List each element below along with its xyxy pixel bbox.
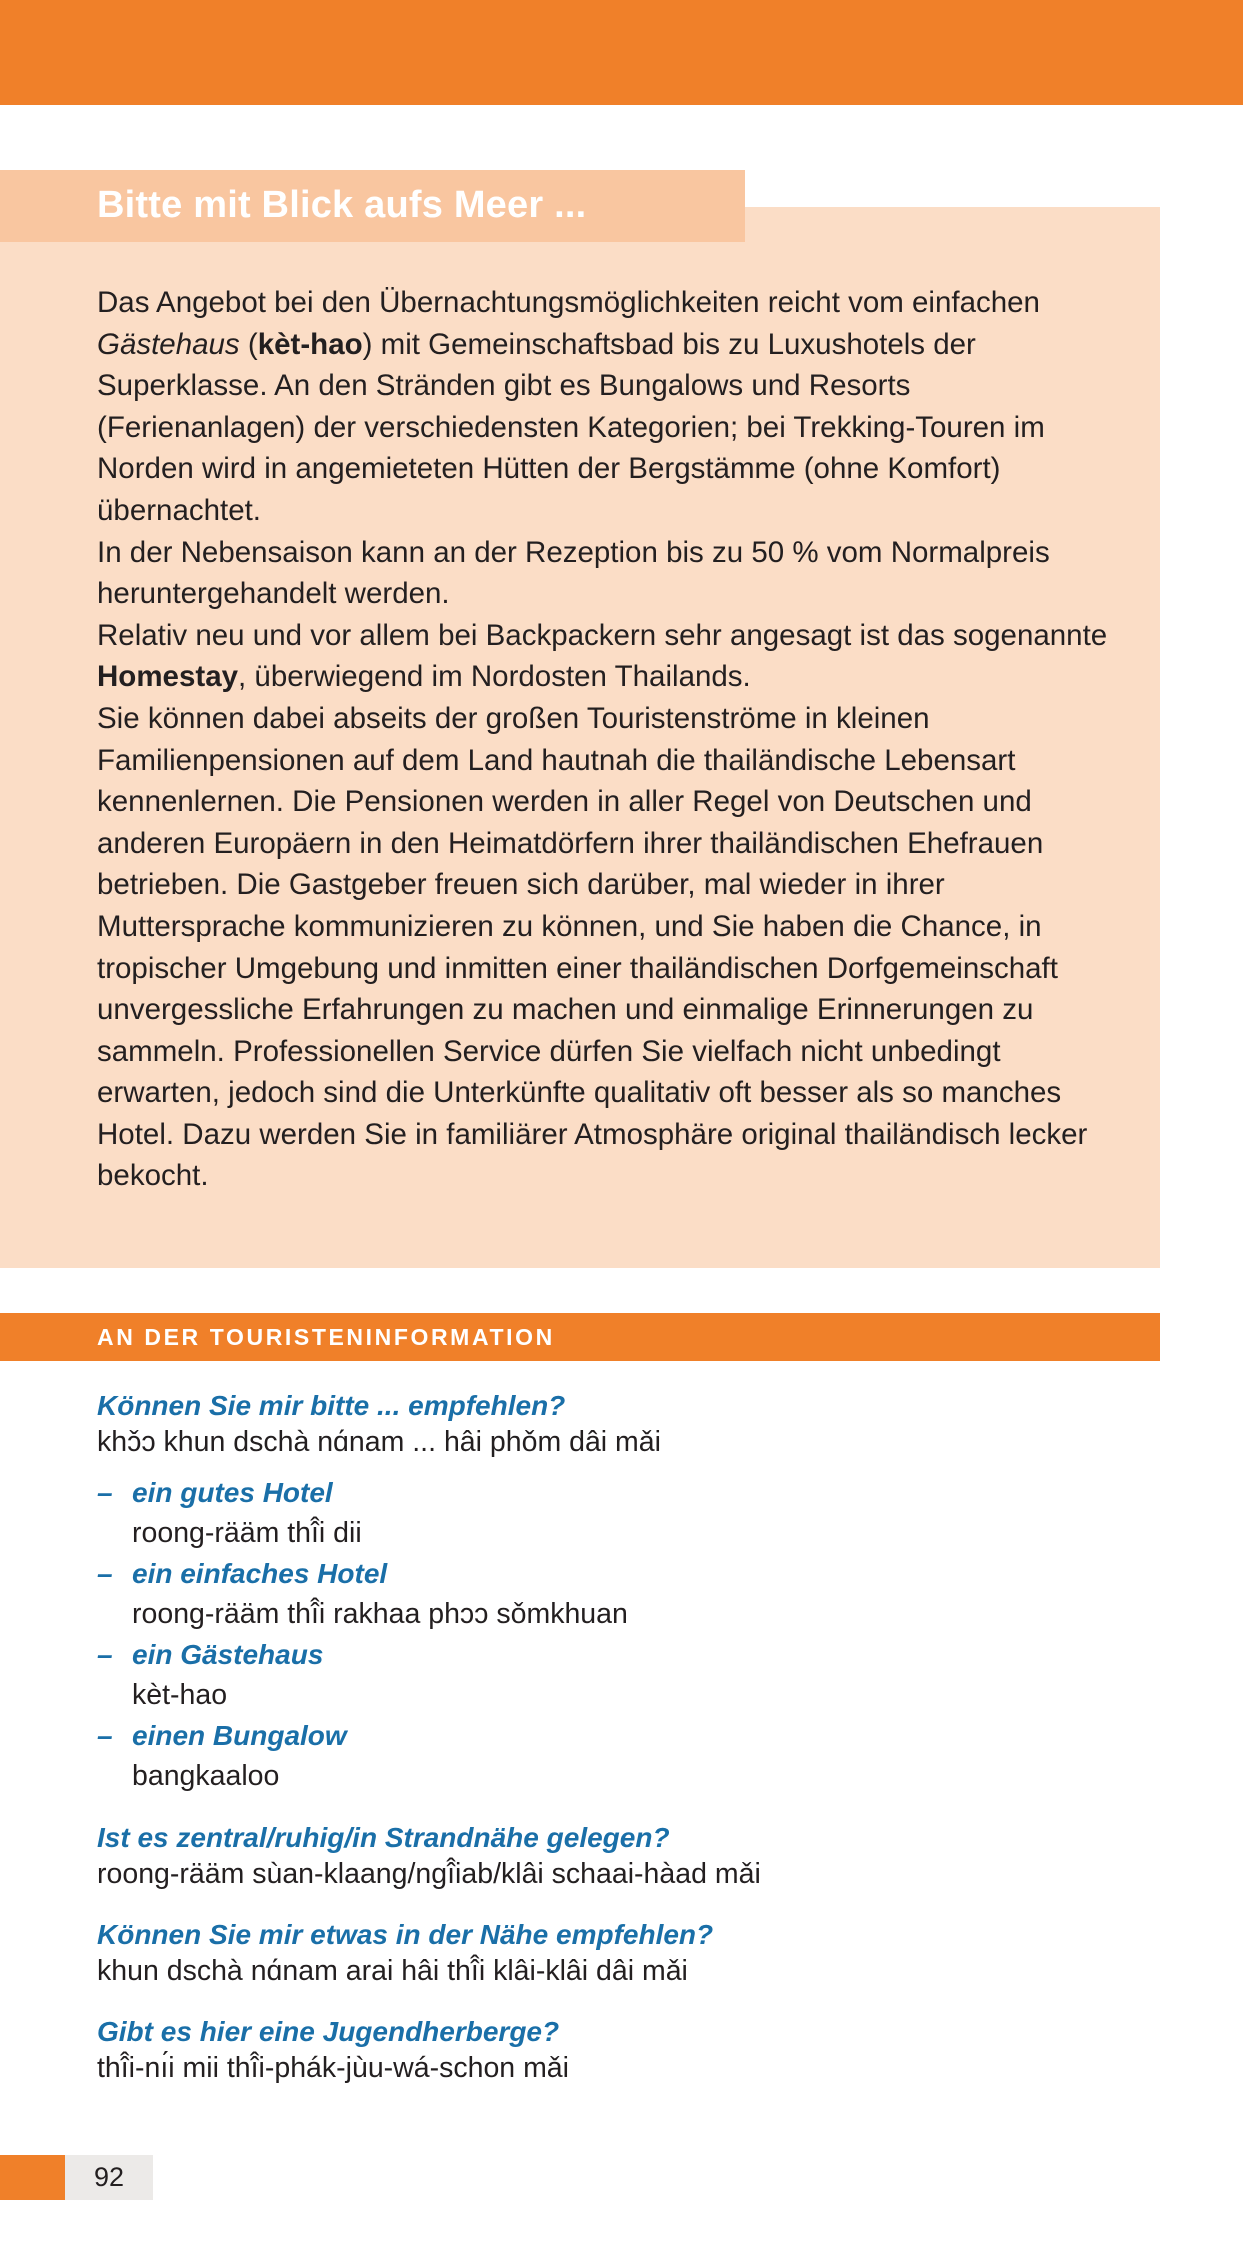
info-box-title: Bitte mit Blick aufs Meer ... xyxy=(97,184,587,226)
phrase-sublist-item xyxy=(97,1554,1157,1634)
sublist-german-label: ein gutes Hotel xyxy=(132,1477,333,1508)
phrase-thai-transliteration: khɔ̌ɔ khun dschà nɑ́nam ... hâi phǒm dâi mǎi xyxy=(97,1426,661,1458)
phrase-entry xyxy=(97,1917,1157,1990)
phrase-sublist-item xyxy=(97,1473,1157,1553)
phrase-sublist-item xyxy=(97,1716,1157,1796)
sublist-german-label: ein einfaches Hotel xyxy=(132,1558,388,1589)
info-paragraph: Das Angebot bei den Übernachtungsmöglichkeiten reicht vom einfachen Gästehaus (kèt-hao) mit Gemeinschaftsbad bis zu Luxushotels der Superklasse. An den Stränden gibt es Bungalows und Resorts (Ferienanlagen) der verschiedensten Kategorien; bei Trekking-Touren im Norden wird in angemieteten Hütten der Bergstämme (ohne Komfort) übernachtet. xyxy=(97,286,1045,527)
sublist-german-row xyxy=(97,1716,1157,1756)
phrase-thai-transliteration: thî̂i-nı́i mii thî̂i-phák-jùu-wá-schon mǎi xyxy=(97,2052,569,2084)
sublist-german-label: ein Gästehaus xyxy=(132,1639,324,1670)
top-orange-band xyxy=(0,0,1243,105)
section-header-label: AN DER TOURISTENINFORMATION xyxy=(97,1324,555,1350)
sublist-german-row xyxy=(97,1473,1157,1513)
sublist-thai-transliteration: bangkaaloo xyxy=(132,1760,280,1792)
info-paragraph: Relativ neu und vor allem bei Backpackern sehr angesagt ist das sogenannte Homestay, überwiegend im Nordosten Thailands. xyxy=(97,618,1108,694)
phrase-german: Ist es zentral/ruhig/in Strandnähe gelegen? xyxy=(97,1822,670,1853)
phrase-list xyxy=(97,1388,1157,2111)
phrase-thai-transliteration: khun dschà nɑ́nam arai hâi thî̂i klâi-klâi dâi mǎi xyxy=(97,1955,688,1987)
phrase-german: Können Sie mir etwas in der Nähe empfehlen? xyxy=(97,1919,714,1950)
sublist-german-row xyxy=(97,1635,1157,1675)
dash-bullet-icon: – xyxy=(97,1720,113,1751)
info-box-body xyxy=(97,282,1117,1197)
phrase-entry xyxy=(97,1388,1157,1796)
info-paragraph: Sie können dabei abseits der großen Touristenströme in kleinen Familienpensionen auf dem Land hautnah die thailändische Lebensart kennenlernen. Die Pensionen werden in aller Regel von Deutschen und anderen Europäern in den Heimatdörfern ihrer thailändischen Ehefrauen betrieben. Die Gastgeber freuen sich darüber, mal wieder in ihrer Muttersprache kommunizieren zu können, und Sie haben die Chance, in tropischer Umgebung und inmitten einer thailändischen Dorfgemeinschaft unvergessliche Erfahrungen zu machen und einmalige Erinnerungen zu sammeln. Professionellen Service dürfen Sie vielfach nicht unbedingt erwarten, jedoch sind die Unterkünfte qualitativ oft besser als so manches Hotel. Dazu werden Sie in familiärer Atmosphäre original thailändisch lecker bekocht. xyxy=(97,701,1088,1193)
sublist-thai-transliteration: roong-rääm thî̂i rakhaa phɔɔ sǒmkhuan xyxy=(132,1598,628,1630)
phrase-german: Gibt es hier eine Jugendherberge? xyxy=(97,2016,560,2047)
dash-bullet-icon: – xyxy=(97,1639,113,1670)
phrase-thai-transliteration: roong-rääm sùan-klaang/ngî̂iab/klâi schaai-hàad mǎi xyxy=(97,1858,761,1890)
phrase-sublist xyxy=(97,1473,1157,1796)
phrase-entry xyxy=(97,1820,1157,1893)
dash-bullet-icon: – xyxy=(97,1477,113,1508)
footer-page-block xyxy=(65,2155,153,2200)
sublist-thai-transliteration: roong-rääm thî̂i dii xyxy=(132,1517,362,1549)
dash-bullet-icon: – xyxy=(97,1558,113,1589)
page-number: 92 xyxy=(93,2162,125,2192)
phrase-sublist-item xyxy=(97,1635,1157,1715)
footer-orange-marker xyxy=(0,2155,65,2200)
phrase-german: Können Sie mir bitte ... empfehlen? xyxy=(97,1390,566,1421)
info-box-title-band-extension xyxy=(745,207,1160,242)
sublist-thai-transliteration: kèt-hao xyxy=(132,1679,228,1711)
info-paragraph: In der Nebensaison kann an der Rezeption bis zu 50 % vom Normalpreis heruntergehandelt werden. xyxy=(97,535,1050,611)
sublist-german-row xyxy=(97,1554,1157,1594)
phrase-entry xyxy=(97,2014,1157,2087)
sublist-german-label: einen Bungalow xyxy=(132,1720,347,1751)
section-header-bar xyxy=(0,1313,1160,1361)
